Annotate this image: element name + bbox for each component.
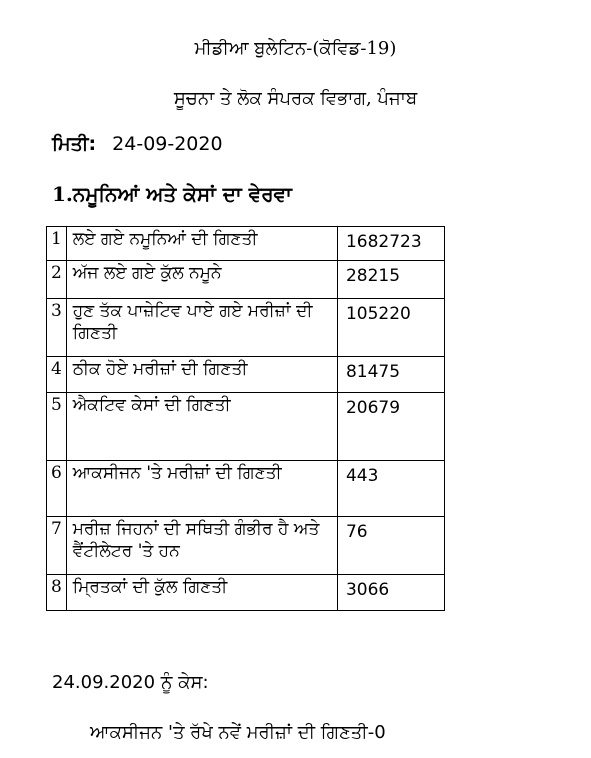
row-description: ਆਕਸੀਜਨ 'ਤੇ ਮਰੀਜ਼ਾਂ ਦੀ ਗਿਣਤੀ <box>66 461 337 517</box>
date-value: 24-09-2020 <box>112 133 223 155</box>
table-row <box>47 575 445 611</box>
section-heading: 1.ਨਮੂਨਿਆਂ ਅਤੇ ਕੇਸਾਂ ਦਾ ਵੇਰਵਾ <box>52 182 292 206</box>
row-value: 443 <box>337 461 444 517</box>
cases-date-heading: 24.09.2020 ਨੂੰ ਕੇਸ: <box>52 672 209 693</box>
row-value: 3066 <box>337 575 444 611</box>
row-number: 8 <box>47 575 67 611</box>
table-row <box>47 357 445 393</box>
table-row <box>47 227 445 261</box>
row-value: 1682723 <box>337 227 444 261</box>
row-description: ਠੀਕ ਹੋਏ ਮਰੀਜ਼ਾਂ ਦੀ ਗਿਣਤੀ <box>66 357 337 393</box>
date-line <box>52 133 223 155</box>
row-number: 1 <box>47 227 67 261</box>
row-description: ਲਏ ਗਏ ਨਮੂਨਿਆਂ ਦੀ ਗਿਣਤੀ <box>66 227 337 261</box>
row-number: 5 <box>47 393 67 461</box>
table-row <box>47 461 445 517</box>
stats-table <box>46 226 445 611</box>
row-value: 105220 <box>337 299 444 357</box>
row-number: 6 <box>47 461 67 517</box>
date-label: ਮਿਤੀ: <box>52 133 97 155</box>
row-description: ਐਕਟਿਵ ਕੇਸਾਂ ਦੀ ਗਿਣਤੀ <box>66 393 337 461</box>
table-row <box>47 517 445 575</box>
row-value: 81475 <box>337 357 444 393</box>
row-description: ਮ੍ਰਿਤਕਾਂ ਦੀ ਕੁੱਲ ਗਿਣਤੀ <box>66 575 337 611</box>
row-number: 3 <box>47 299 67 357</box>
row-number: 7 <box>47 517 67 575</box>
row-description: ਅੱਜ ਲਏ ਗਏ ਕੁੱਲ ਨਮੂਨੇ <box>66 261 337 299</box>
bulletin-title: ਮੀਡੀਆ ਬੁਲੇਟਿਨ-(ਕੋਵਿਡ-19) <box>194 38 397 59</box>
table-row <box>47 393 445 461</box>
row-value: 20679 <box>337 393 444 461</box>
row-description: ਮਰੀਜ਼ ਜਿਹਨਾਂ ਦੀ ਸਥਿਤੀ ਗੰਭੀਰ ਹੈ ਅਤੇ ਵੈਂਟੀਲੇਟਰ 'ਤੇ ਹਨ <box>66 517 337 575</box>
row-description: ਹੁਣ ਤੱਕ ਪਾਜ਼ੇਟਿਵ ਪਾਏ ਗਏ ਮਰੀਜ਼ਾਂ ਦੀ ਗਿਣਤੀ <box>66 299 337 357</box>
row-value: 76 <box>337 517 444 575</box>
table-row <box>47 299 445 357</box>
row-number: 4 <box>47 357 67 393</box>
row-number: 2 <box>47 261 67 299</box>
table-row <box>47 261 445 299</box>
department-subtitle: ਸੂਚਨਾ ਤੇ ਲੋਕ ਸੰਪਰਕ ਵਿਭਾਗ, ਪੰਜਾਬ <box>173 88 418 109</box>
row-value: 28215 <box>337 261 444 299</box>
new-oxygen-patients: ਆਕਸੀਜਨ 'ਤੇ ਰੱਖੇ ਨਵੇਂ ਮਰੀਜ਼ਾਂ ਦੀ ਗਿਣਤੀ-0 <box>90 722 386 743</box>
